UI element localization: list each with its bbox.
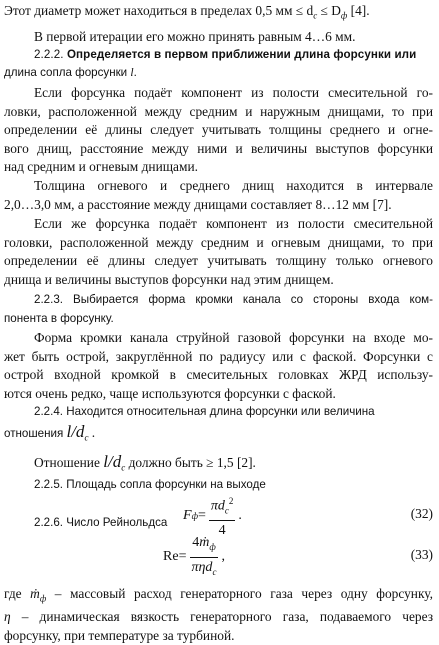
subscript: ф — [340, 10, 348, 21]
text-span: . — [133, 66, 137, 79]
paragraph-plate-thickness — [4, 177, 433, 214]
text-span: длина сопла форсунки — [4, 66, 131, 79]
text-span: Отношение — [34, 455, 104, 470]
equals-sign: = — [178, 549, 187, 564]
text-span: Этот диаметр может находиться в пределах 0,5 мм ≤ d — [4, 3, 314, 18]
section-2-2-2-heading — [4, 46, 433, 65]
subscript: c — [212, 566, 217, 577]
equation-number: (33) — [410, 547, 433, 562]
text-line: ются очень редко, чаще используются форсунки с фаской. — [4, 385, 336, 401]
subscript: ф — [191, 511, 198, 521]
text-line: днища и величины выступов форсунки над этим днищем. — [4, 271, 334, 287]
paragraph-first-iteration: В первой итерации его можно принять равным 4…6 мм. — [34, 29, 356, 44]
text-line: Если форсунка подаёт компонент из полости смесительной го- — [34, 85, 433, 100]
text-line: над средним и огневым днищами. — [4, 159, 198, 174]
coefficient: 4 — [192, 534, 200, 550]
paragraph-injector-length — [4, 84, 433, 177]
text-line — [4, 608, 433, 627]
text-span: отношения — [4, 427, 67, 440]
text-line: вого днищ, расстояние между ними и величины выступов форсунки — [4, 140, 433, 156]
section-2-2-4-heading-cont — [4, 423, 433, 447]
math-var: η — [4, 609, 11, 625]
math-expr: l/d — [103, 452, 122, 471]
section-2-2-5-heading: 2.2.5. Площадь сопла форсунки на выходе — [34, 478, 266, 491]
section-2-2-6-heading: 2.2.6. Число Рейнольдса — [34, 516, 168, 529]
paragraph-where — [4, 585, 433, 645]
text-span: – динамическая вязкость генераторного газа, подаваемого через — [10, 609, 433, 625]
text-span: где — [4, 586, 31, 601]
equation-33 — [0, 532, 439, 582]
text-line: ловки, расположенной между средним и наружным днищами, то при — [4, 103, 433, 119]
denominator: 4 — [218, 523, 226, 539]
text-span: [4]. — [347, 3, 370, 18]
subscript: c — [84, 432, 89, 443]
numerator — [190, 534, 218, 558]
paragraph-ratio — [4, 453, 433, 477]
punctuation: , — [221, 549, 225, 564]
denominator — [189, 558, 218, 581]
math-var: Re — [163, 549, 179, 564]
text-line: головки, расположенной между средним и огневым днищами, то при — [4, 234, 433, 250]
text-line: 2,0…3,0 мм, а расстояние между днищами составляет 8…12 мм [7]. — [4, 196, 392, 212]
text-span: ≤ D — [317, 3, 341, 18]
equation-number: (32) — [410, 506, 433, 521]
subscript: c — [224, 505, 229, 516]
equals-sign: = — [197, 508, 206, 523]
subscript: c — [121, 462, 126, 473]
section-title: Определяется в первом приближении длина форсунки или — [66, 48, 417, 61]
text-line: острой входной кромкой в смесительных головках ЖРД использу- — [4, 367, 433, 382]
section-2-2-3-heading — [4, 291, 433, 328]
superscript: 2 — [228, 495, 234, 506]
text-span: – массовый расход генераторного газа через одну форсунку, — [46, 586, 433, 601]
paragraph-fire-plate — [4, 215, 433, 289]
math-var: F — [183, 508, 192, 523]
subscript: ф — [209, 541, 216, 552]
math-var: ṁ — [30, 586, 40, 601]
text-line: 2.2.3. Выбирается форма кромки канала со стороны входа ком- — [34, 293, 433, 306]
math-var: πd — [210, 498, 225, 514]
text-line: форсунку, при температуре за турбиной. — [4, 627, 235, 643]
text-line: определении её длины следует учитывать толщину только огневого — [4, 253, 433, 268]
text-span: . — [88, 425, 96, 440]
section-2-2-4-heading: 2.2.4. Находится относительная длина форсунки или величина — [34, 405, 375, 418]
text-line: определении её длины следует учитывать толщины среднего и огне- — [4, 122, 433, 137]
math-var: ṁ — [199, 534, 210, 550]
text-line: Если же форсунка подаёт компонент из полости смесительной — [34, 216, 433, 231]
text-line: понента в форсунку. — [4, 311, 114, 325]
punctuation: . — [238, 508, 242, 523]
equation-body — [163, 532, 225, 582]
subscript: ф — [39, 593, 47, 604]
section-2-2-2-heading-cont — [4, 64, 433, 83]
math-var: πηd — [191, 559, 213, 575]
text-line — [4, 585, 433, 608]
paragraph-edge-shape — [4, 329, 433, 403]
text-span: должно быть ≥ 1,5 [2]. — [125, 455, 256, 470]
text-line: Форма кромки канала струйной газовой форсунки на входе мо- — [34, 330, 433, 345]
paragraph-diameter-range — [4, 2, 433, 25]
section-number: 2.2.2. — [34, 48, 64, 61]
text-line: жет быть острой, закруглённой по радиусу или с фаской. Форсунки с — [4, 348, 433, 364]
math-expr: l/d — [66, 422, 85, 441]
subscript: c — [313, 10, 318, 21]
text-line: Толщина огневого и среднего днищ находится в интервале — [34, 178, 433, 193]
fraction — [189, 534, 218, 581]
math-var: l — [130, 66, 134, 79]
